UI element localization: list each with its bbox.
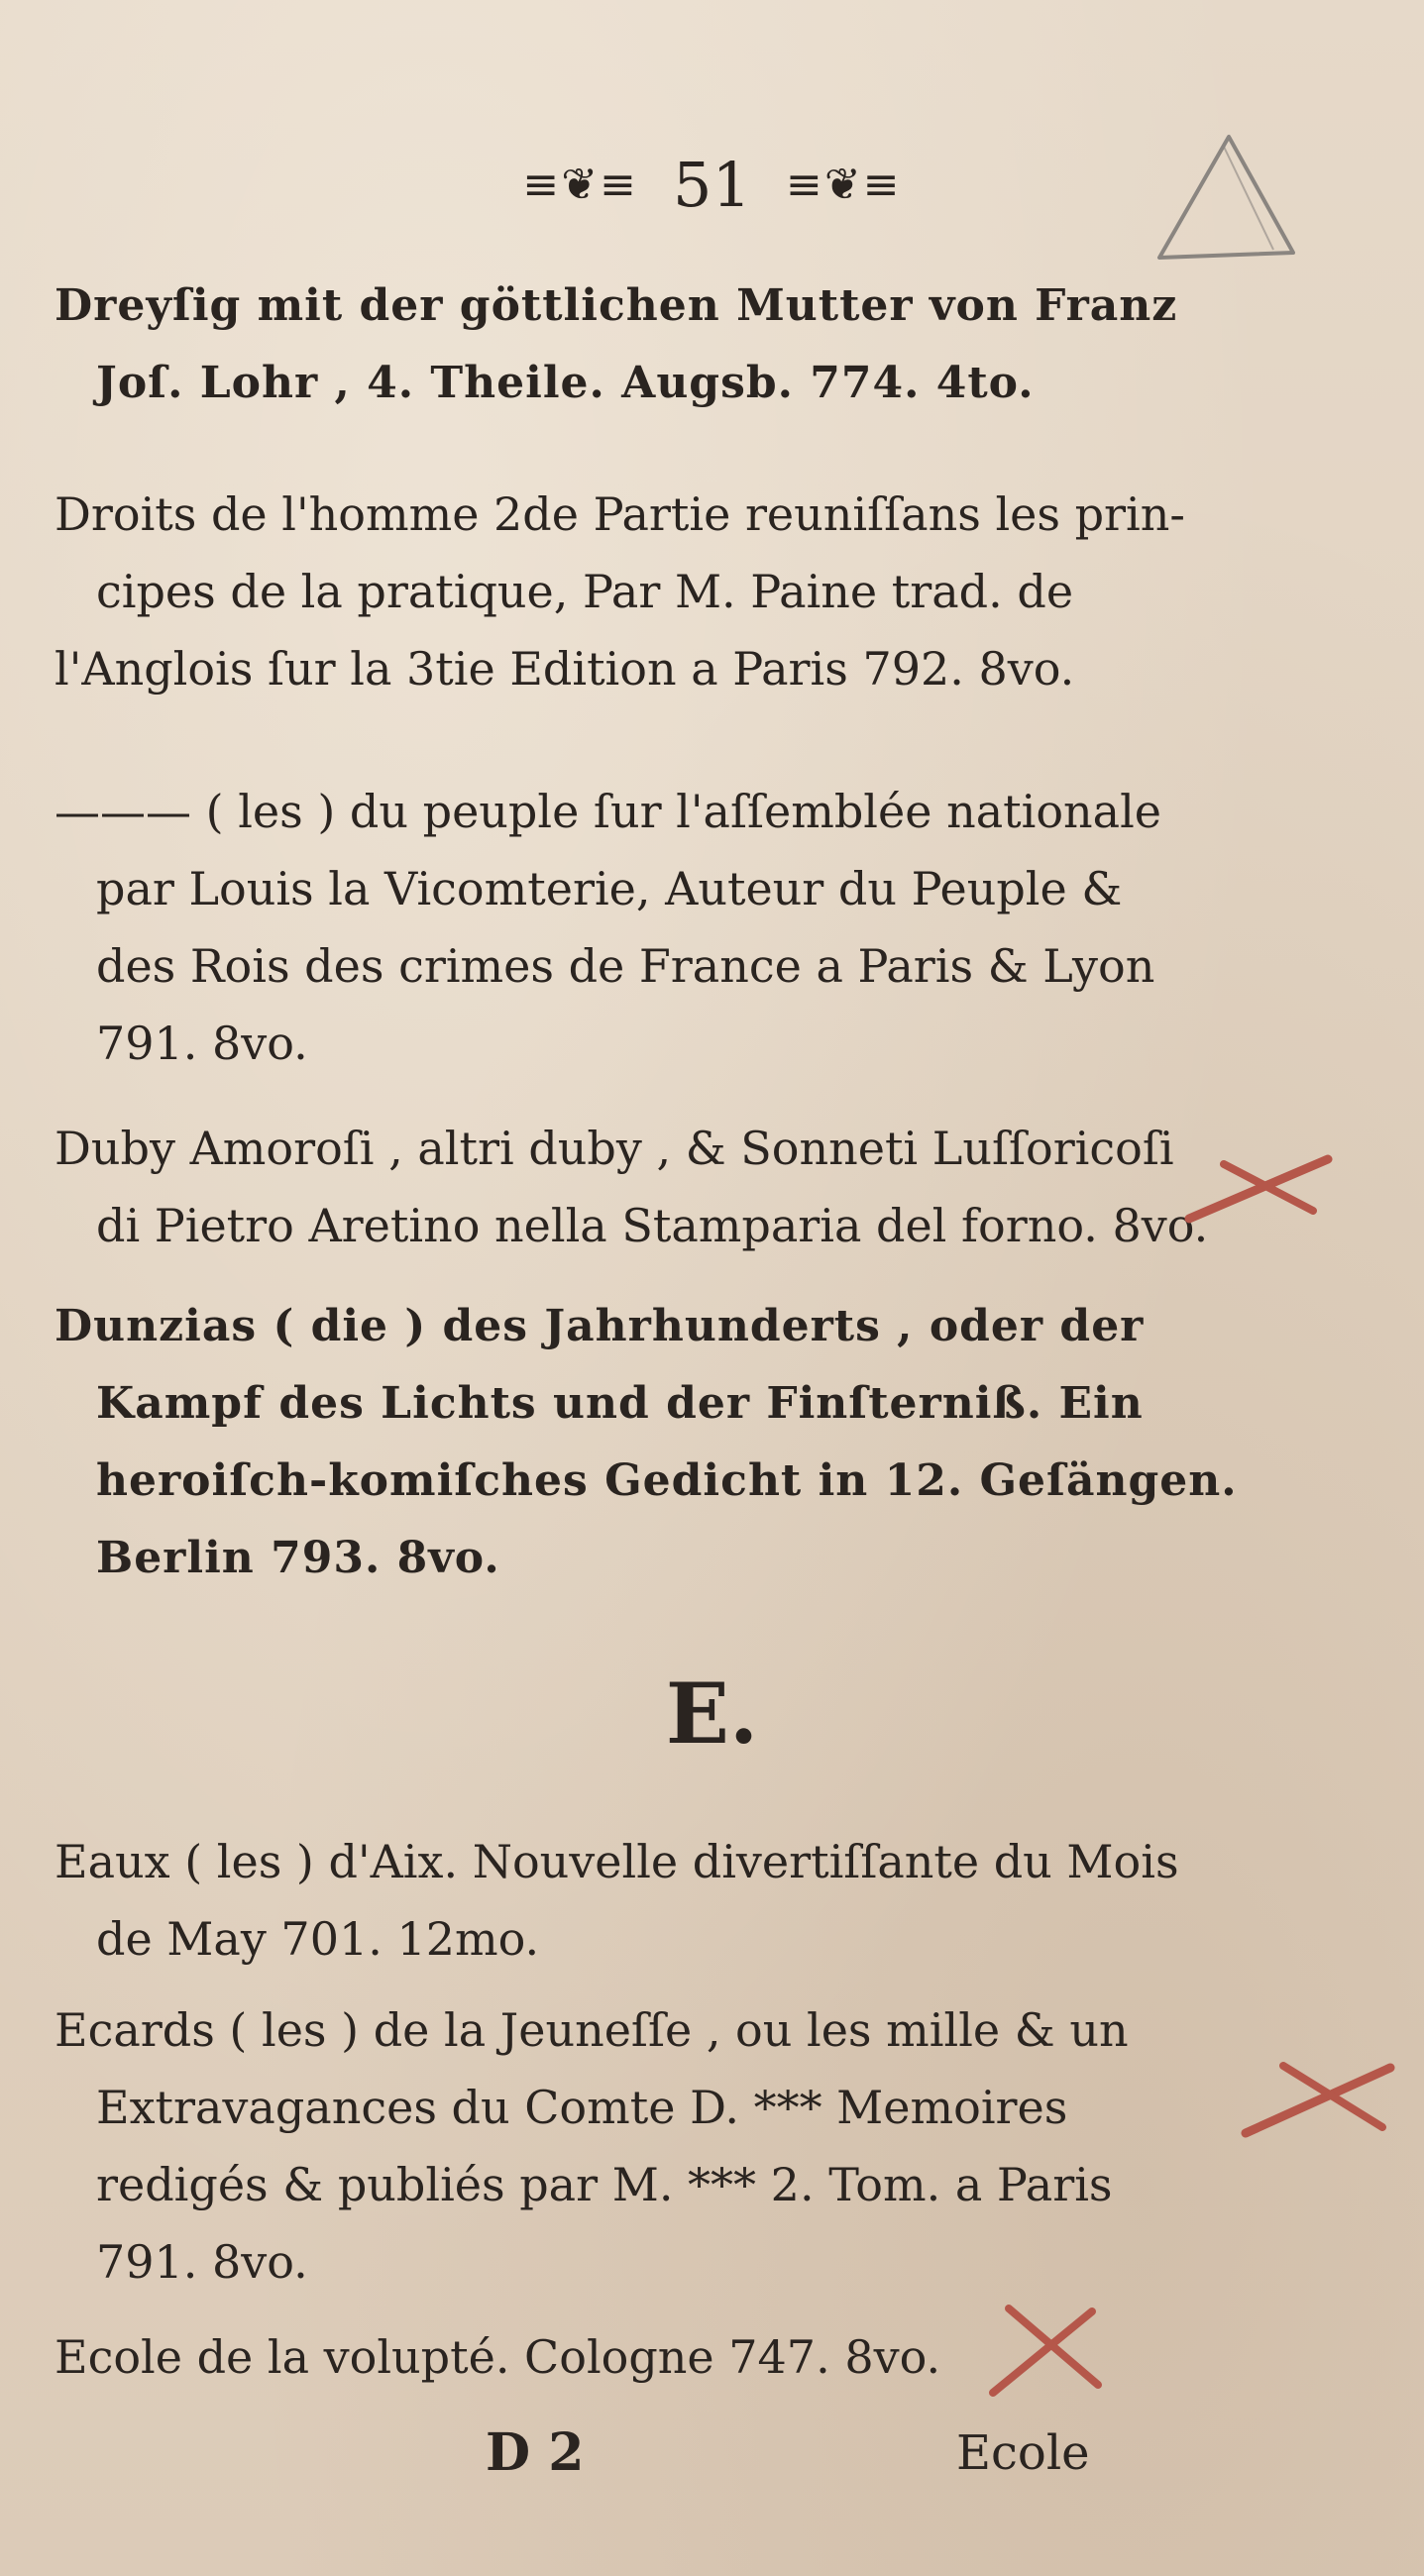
entry-line: l'Anglois ſur la 3tie Edition a Paris 792. 8vo. (55, 642, 1075, 696)
entry-line: cipes de la pratique, Par M. Paine trad. de (96, 565, 1074, 618)
page-number: 51 (673, 149, 751, 221)
section-letter: E. (665, 1664, 759, 1763)
entry-line: Kampf des Lichts und der Finſterniß. Ein (96, 1378, 1144, 1429)
entry-line: de May 701. 12mo. (96, 1912, 540, 1966)
entry-line: Eaux ( les ) d'Aix. Nouvelle divertiſſante du Mois (55, 1835, 1179, 1888)
entry-dreysig (55, 268, 1178, 422)
catchword: Ecole (956, 2425, 1090, 2481)
entry-line: heroiſch-komiſches Gedicht in 12. Geſängen. (96, 1455, 1238, 1506)
entry-ecards (55, 1991, 1154, 2301)
red-cross-mark (981, 2294, 1110, 2403)
entry-line: Duby Amoroſi , altri duby , & Sonneti Luſſoricoſi (55, 1122, 1174, 1175)
entry-line: Extravagances du Comte D. *** Memoires (96, 2081, 1068, 2134)
entry-line: Joſ. Lohr , 4. Theile. Augsb. 774. 4to. (96, 358, 1035, 408)
entry-line: Ecards ( les ) de la Jeuneſſe , ou les mille & un (55, 2003, 1129, 2057)
entry-line: Droits de l'homme 2de Partie reuniſſans les prin- (55, 487, 1185, 541)
entry-line: Berlin 793. 8vo. (96, 1533, 500, 1583)
entry-eaux-daix (55, 1823, 1179, 1978)
entry-line: 791. 8vo. (96, 1017, 308, 1070)
red-cross-mark (1234, 2046, 1402, 2145)
entry-dunzias (55, 1288, 1238, 1597)
entry-line: di Pietro Aretino nella Stamparia del forno. 8vo. (96, 1199, 1209, 1252)
header-ornament-left: ≡❦≡ (522, 160, 638, 210)
entry-line: ——— ( les ) du peuple ſur l'aſſemblée nationale (55, 785, 1162, 838)
entry-duby-amorosi (55, 1110, 1209, 1264)
header-ornament-right: ≡❦≡ (786, 160, 902, 210)
entry-line: des Rois des crimes de France a Paris & Lyon (96, 939, 1155, 993)
entry-line: Dreyſig mit der göttlichen Mutter von Franz (55, 280, 1178, 331)
pencil-triangle-mark (1135, 129, 1303, 297)
signature-mark: D 2 (486, 2422, 585, 2483)
entry-line: Ecole de la volupté. Cologne 747. 8vo. (55, 2330, 941, 2384)
entry-line: redigés & publiés par M. *** 2. Tom. a Paris (96, 2158, 1113, 2211)
entry-line: 791. 8vo. (96, 2235, 308, 2289)
entry-droits-du-peuple (55, 773, 1162, 1082)
entry-line: par Louis la Vicomterie, Auteur du Peuple & (96, 862, 1123, 915)
entry-line: Dunzias ( die ) des Jahrhunderts , oder der (55, 1301, 1145, 1351)
red-cross-mark (1179, 1139, 1338, 1229)
entry-droits-de-lhomme (55, 476, 1185, 707)
